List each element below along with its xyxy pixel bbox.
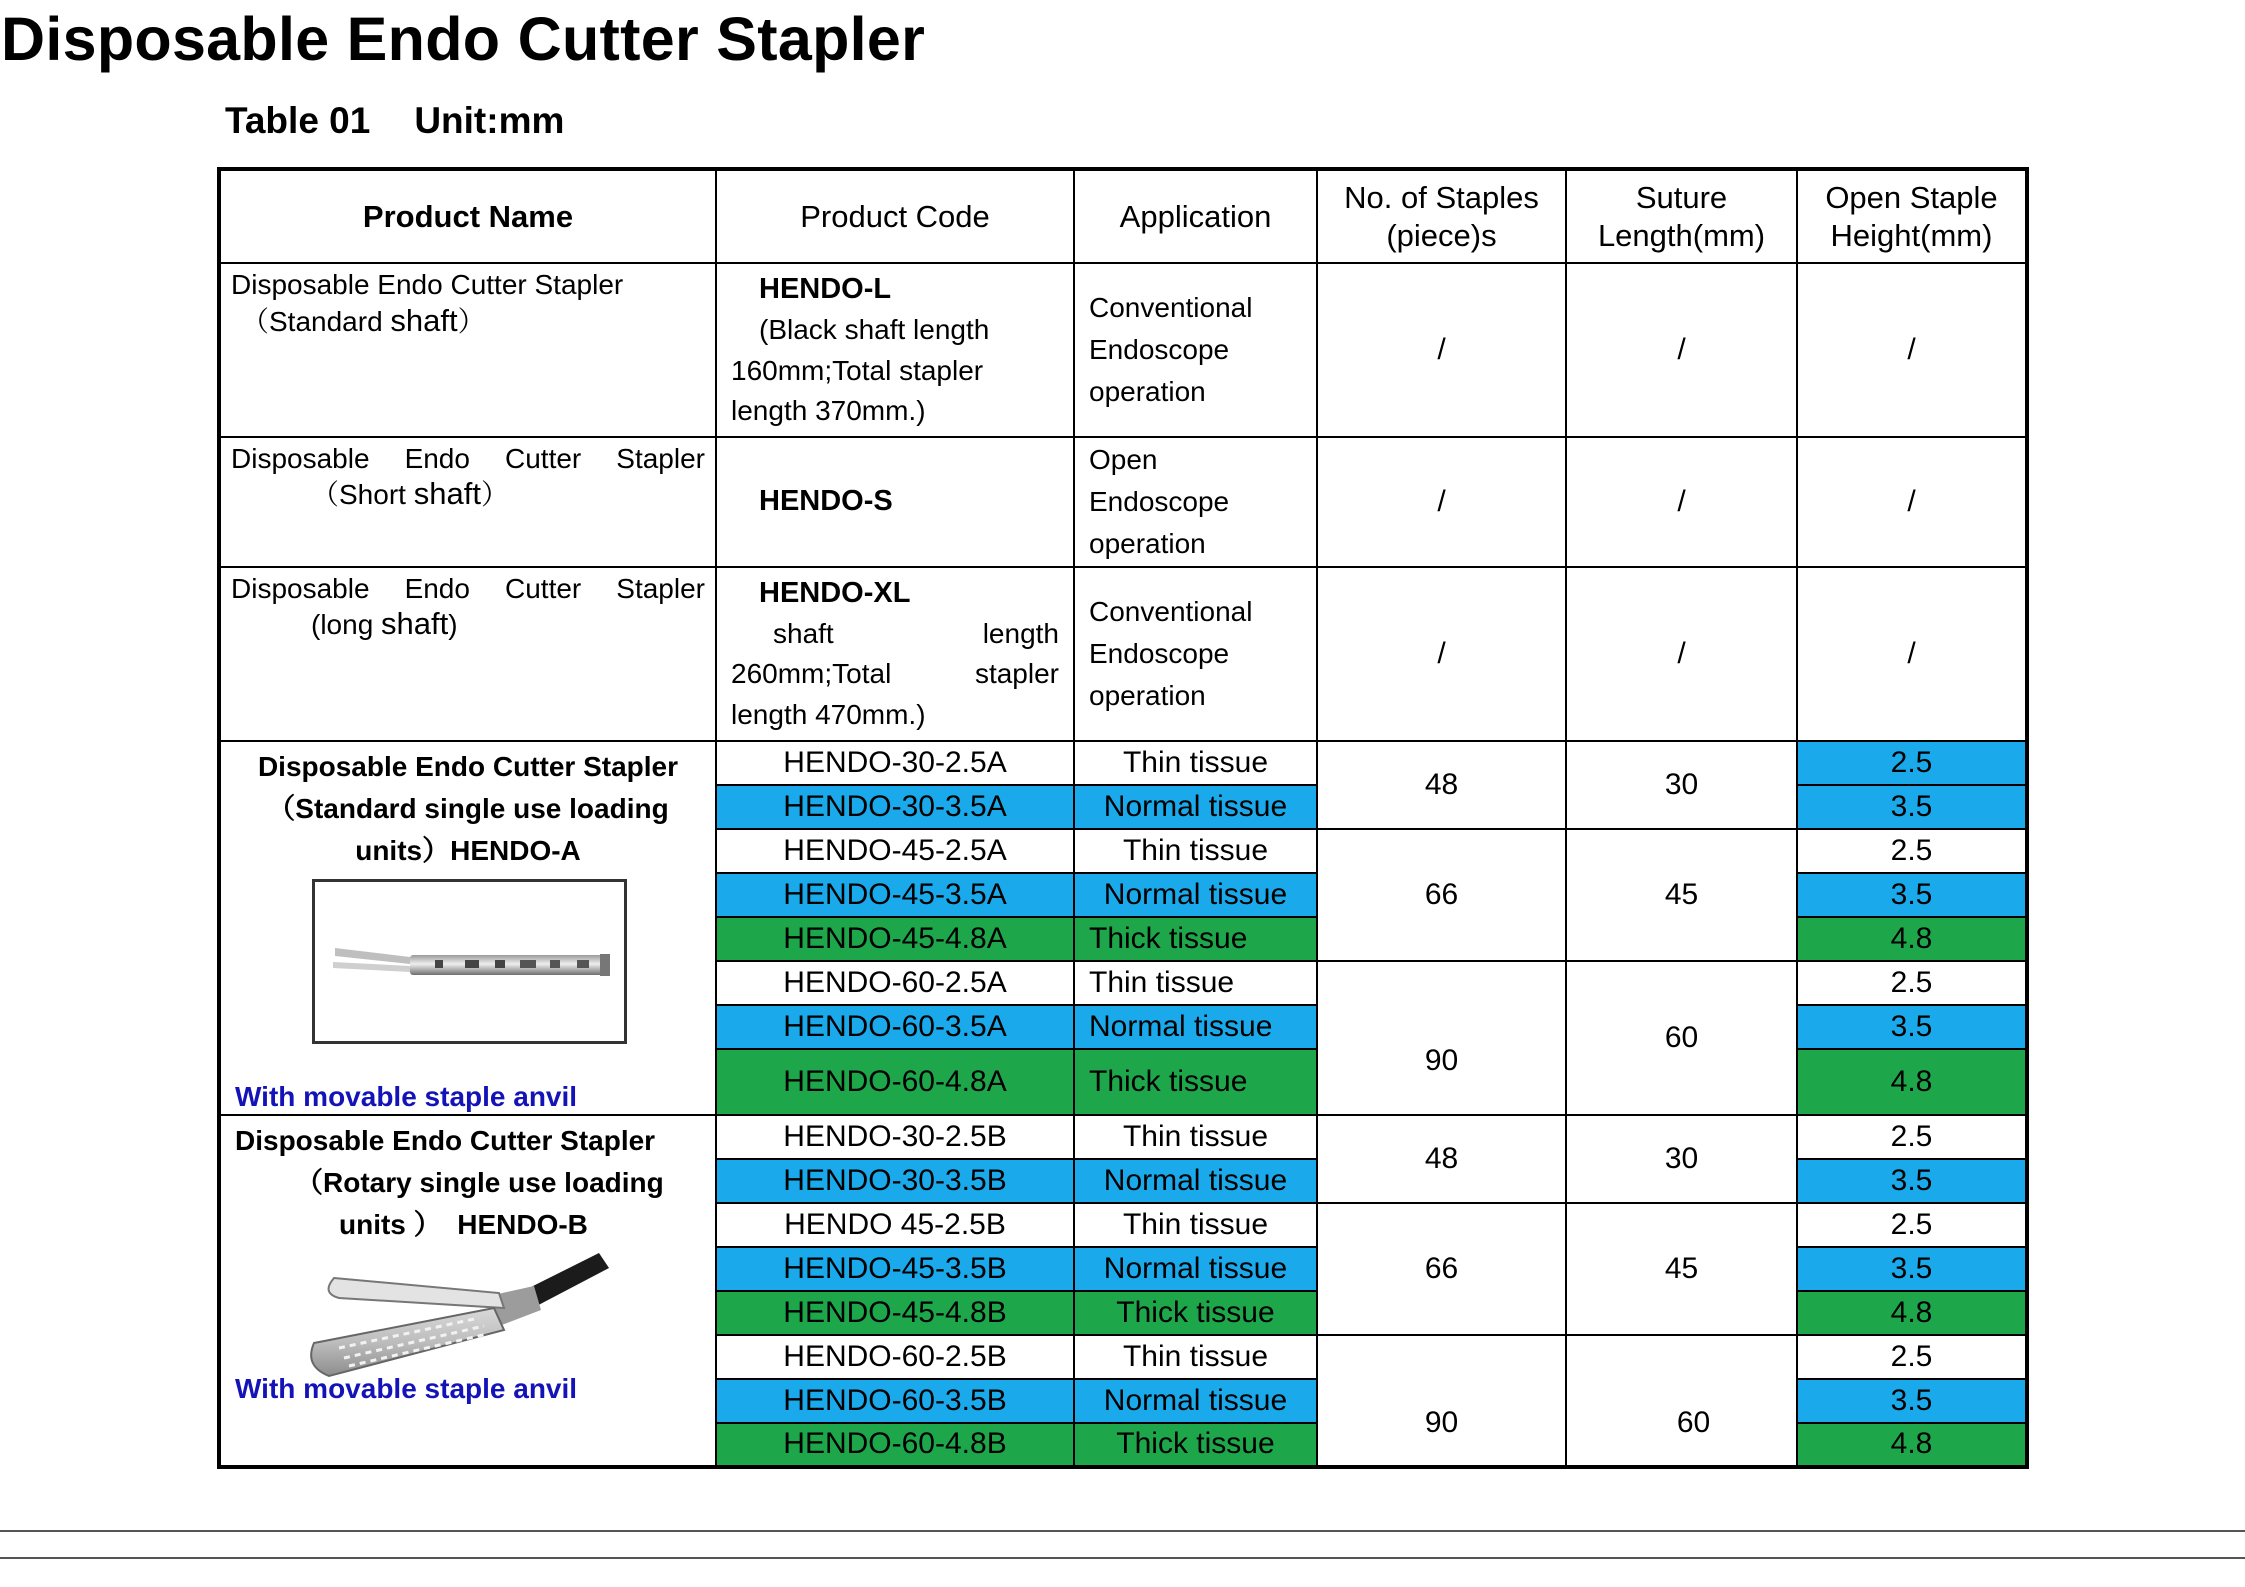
height-cell: 4.8 — [1797, 1049, 2027, 1115]
height-cell: 2.5 — [1797, 1115, 2027, 1159]
height-cell: 3.5 — [1797, 873, 2027, 917]
suture-cell: 60 — [1566, 1335, 1797, 1467]
header-application: Application — [1074, 169, 1317, 263]
cartridge-code-cell: HENDO-45-4.8B — [716, 1291, 1074, 1335]
cartridge-application-cell: Thick tissue — [1074, 917, 1317, 961]
cartridge-code-cell: HENDO 45-2.5B — [716, 1203, 1074, 1247]
cartridge-code-cell: HENDO-30-3.5B — [716, 1159, 1074, 1203]
product-name-cell: Disposable Endo Cutter Stapler （Short shaft） — [219, 437, 716, 567]
height-cell: / — [1797, 437, 2027, 567]
cartridge-application-cell: Thin tissue — [1074, 1203, 1317, 1247]
staples-cell: 66 — [1317, 1203, 1566, 1335]
footer-rule — [0, 1557, 2245, 1559]
height-cell: 2.5 — [1797, 961, 2027, 1005]
header-open-staple-height: Open Staple Height(mm) — [1797, 169, 2027, 263]
table-row — [219, 1115, 2027, 1159]
cartridge-code-cell: HENDO-60-3.5B — [716, 1379, 1074, 1423]
cartridge-application-cell: Normal tissue — [1074, 1379, 1317, 1423]
table-unit: Unit:mm — [414, 100, 565, 141]
height-cell: 3.5 — [1797, 1159, 2027, 1203]
product-code-cell: HENDO-XL shaft length 260mm;Total stapler length 470mm.) — [716, 567, 1074, 741]
stapler-cartridge-icon — [315, 882, 624, 1041]
cartridge-code-cell: HENDO-60-4.8B — [716, 1423, 1074, 1467]
table-row — [219, 741, 2027, 785]
cartridge-a-title: Disposable Endo Cutter Stapler （Standard single use loading units）HENDO-A — [257, 750, 679, 866]
height-cell: 2.5 — [1797, 1335, 2027, 1379]
height-cell: / — [1797, 567, 2027, 741]
height-cell: 2.5 — [1797, 1203, 2027, 1247]
cartridge-code-cell: HENDO-45-3.5B — [716, 1247, 1074, 1291]
table-caption — [225, 100, 564, 142]
cartridge-code-cell: HENDO-60-3.5A — [716, 1005, 1074, 1049]
staples-cell: / — [1317, 567, 1566, 741]
staples-cell: / — [1317, 437, 1566, 567]
header-product-code: Product Code — [716, 169, 1074, 263]
table-row — [219, 263, 2027, 437]
suture-cell: / — [1566, 437, 1797, 567]
suture-cell: 60 — [1566, 961, 1797, 1115]
cartridge-code-cell: HENDO-30-2.5A — [716, 741, 1074, 785]
cartridge-application-cell: Normal tissue — [1074, 873, 1317, 917]
header-no-of-staples: No. of Staples (piece)s — [1317, 169, 1566, 263]
table-row — [219, 567, 2027, 741]
application-cell: Conventional Endoscope operation — [1074, 263, 1317, 437]
anvil-note: With movable staple anvil — [235, 1372, 578, 1404]
height-cell: / — [1797, 263, 2027, 437]
table-number: Table 01 — [225, 100, 371, 141]
spec-table — [217, 167, 2029, 1469]
cartridge-application-cell: Normal tissue — [1074, 1005, 1317, 1049]
cartridge-application-cell: Normal tissue — [1074, 785, 1317, 829]
header-product-name: Product Name — [219, 169, 716, 263]
staples-cell: 90 — [1317, 961, 1566, 1115]
anvil-note: With movable staple anvil — [235, 1080, 578, 1112]
cartridge-b-image — [309, 1248, 609, 1388]
suture-cell: / — [1566, 263, 1797, 437]
cartridge-code-cell: HENDO-30-3.5A — [716, 785, 1074, 829]
cartridge-code-cell: HENDO-60-2.5B — [716, 1335, 1074, 1379]
cartridge-a-cell — [219, 741, 716, 1115]
application-cell: Open Endoscope operation — [1074, 437, 1317, 567]
staples-cell: 48 — [1317, 1115, 1566, 1203]
height-cell: 2.5 — [1797, 829, 2027, 873]
height-cell: 3.5 — [1797, 785, 2027, 829]
cartridge-application-cell: Thin tissue — [1074, 741, 1317, 785]
suture-cell: 45 — [1566, 829, 1797, 961]
cartridge-code-cell: HENDO-45-2.5A — [716, 829, 1074, 873]
cartridge-code-cell: HENDO-45-3.5A — [716, 873, 1074, 917]
height-cell: 3.5 — [1797, 1247, 2027, 1291]
product-code-cell: HENDO-L (Black shaft length 160mm;Total stapler length 370mm.) — [716, 263, 1074, 437]
suture-cell: 30 — [1566, 1115, 1797, 1203]
staples-cell: / — [1317, 263, 1566, 437]
product-code-cell: HENDO-S — [716, 437, 1074, 567]
cartridge-code-cell: HENDO-30-2.5B — [716, 1115, 1074, 1159]
height-cell: 4.8 — [1797, 917, 2027, 961]
cartridge-application-cell: Thick tissue — [1074, 1291, 1317, 1335]
cartridge-application-cell: Thin tissue — [1074, 961, 1317, 1005]
cartridge-application-cell: Normal tissue — [1074, 1159, 1317, 1203]
height-cell: 3.5 — [1797, 1005, 2027, 1049]
staples-cell: 48 — [1317, 741, 1566, 829]
cartridge-application-cell: Thick tissue — [1074, 1423, 1317, 1467]
footer-rule — [0, 1530, 2245, 1532]
rotary-stapler-icon — [309, 1248, 609, 1388]
height-cell: 2.5 — [1797, 741, 2027, 785]
suture-cell: / — [1566, 567, 1797, 741]
table-header-row — [219, 169, 2027, 263]
cartridge-application-cell: Thick tissue — [1074, 1049, 1317, 1115]
staples-cell: 90 — [1317, 1335, 1566, 1467]
cartridge-application-cell: Thin tissue — [1074, 829, 1317, 873]
height-cell: 3.5 — [1797, 1379, 2027, 1423]
application-cell: Conventional Endoscope operation — [1074, 567, 1317, 741]
suture-cell: 45 — [1566, 1203, 1797, 1335]
cartridge-a-image — [312, 879, 627, 1044]
cartridge-b-title: Disposable Endo Cutter Stapler （Rotary single use loading units ） HENDO-B — [235, 1124, 664, 1240]
header-suture-length: Suture Length(mm) — [1566, 169, 1797, 263]
product-name-cell: Disposable Endo Cutter Stapler (long shaft) — [219, 567, 716, 741]
height-cell: 4.8 — [1797, 1423, 2027, 1467]
cartridge-application-cell: Normal tissue — [1074, 1247, 1317, 1291]
cartridge-b-cell — [219, 1115, 716, 1467]
cartridge-code-cell: HENDO-45-4.8A — [716, 917, 1074, 961]
height-cell: 4.8 — [1797, 1291, 2027, 1335]
suture-cell: 30 — [1566, 741, 1797, 829]
staples-cell: 66 — [1317, 829, 1566, 961]
page-title: Disposable Endo Cutter Stapler — [1, 5, 926, 73]
cartridge-application-cell: Thin tissue — [1074, 1115, 1317, 1159]
table-row — [219, 437, 2027, 567]
cartridge-application-cell: Thin tissue — [1074, 1335, 1317, 1379]
cartridge-code-cell: HENDO-60-4.8A — [716, 1049, 1074, 1115]
product-name-cell: Disposable Endo Cutter Stapler （Standard shaft） — [219, 263, 716, 437]
cartridge-code-cell: HENDO-60-2.5A — [716, 961, 1074, 1005]
